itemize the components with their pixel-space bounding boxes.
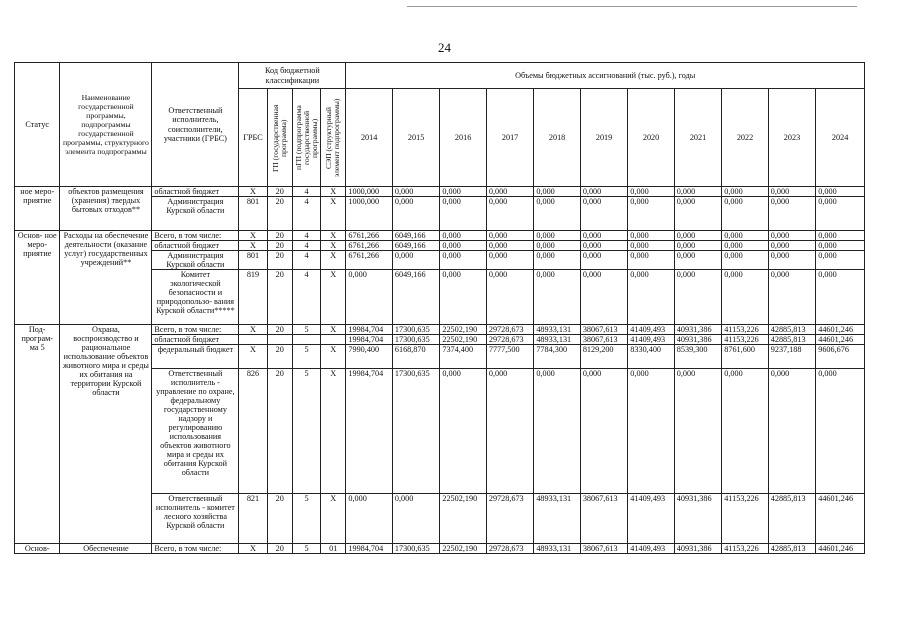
pgp-cell: 5: [292, 345, 320, 369]
value-cell: 0,000: [346, 270, 392, 325]
pgp-cell: 5: [292, 369, 320, 494]
value-cell: 48933,131: [534, 494, 580, 544]
value-cell: 0,000: [628, 187, 674, 197]
value-cell: 22502,190: [440, 325, 486, 335]
value-cell: 0,000: [486, 231, 533, 241]
header-year: 2022: [722, 89, 768, 187]
page-number: 24: [438, 40, 451, 55]
value-cell: 0,000: [440, 251, 486, 270]
gp-cell: 20: [267, 494, 292, 544]
grbs-cell: 801: [239, 197, 267, 231]
value-cell: 0,000: [440, 187, 486, 197]
header-grbs: ГРБС: [239, 89, 267, 187]
value-cell: 0,000: [816, 369, 865, 494]
value-cell: 0,000: [628, 231, 674, 241]
value-cell: 0,000: [816, 251, 865, 270]
name-cell: Охрана, воспроизводство и рациональное использование объектов животного мира и среды их обитания на территории Курской области: [60, 325, 152, 544]
value-cell: 0,000: [722, 187, 768, 197]
value-cell: 1000,000: [346, 197, 392, 231]
gp-cell: 20: [267, 270, 292, 325]
value-cell: 41409,493: [628, 494, 674, 544]
value-cell: 6168,870: [392, 345, 439, 369]
value-cell: 0,000: [816, 231, 865, 241]
value-cell: 38067,613: [580, 494, 627, 544]
executor-cell: областной бюджет: [152, 335, 239, 345]
value-cell: 0,000: [580, 251, 627, 270]
se-cell: X: [321, 231, 346, 241]
name-cell: Расходы на обеспечение деятельности (оказание услуг) государственных учреждений**: [60, 231, 152, 325]
value-cell: 7374,400: [440, 345, 486, 369]
executor-cell: Ответственный исполнитель - управление по охране, федеральному государственному надзору и регулированию использования объектов животного мира и среды их обитания Курской области: [152, 369, 239, 494]
value-cell: 41409,493: [628, 335, 674, 345]
header-volumes-group: Объемы бюджетных ассигнований (тыс. руб.), годы: [346, 63, 865, 89]
header-year: 2018: [534, 89, 580, 187]
value-cell: 42885,813: [768, 494, 815, 544]
value-cell: 6049,166: [392, 241, 439, 251]
value-cell: 0,000: [534, 231, 580, 241]
gp-cell: 20: [267, 369, 292, 494]
value-cell: 17300,635: [392, 335, 439, 345]
value-cell: 0,000: [392, 197, 439, 231]
value-cell: 22502,190: [440, 335, 486, 345]
value-cell: 22502,190: [440, 494, 486, 544]
gp-cell: 20: [267, 345, 292, 369]
grbs-cell: X: [239, 325, 267, 335]
grbs-cell: 801: [239, 251, 267, 270]
executor-cell: Комитет экологической безопасности и природопользо- вания Курской области*****: [152, 270, 239, 325]
executor-cell: Всего, в том числе:: [152, 544, 239, 554]
value-cell: 0,000: [486, 187, 533, 197]
executor-cell: Всего, в том числе:: [152, 231, 239, 241]
value-cell: 7777,500: [486, 345, 533, 369]
se-cell: X: [321, 369, 346, 494]
value-cell: 38067,613: [580, 544, 627, 554]
value-cell: 0,000: [768, 187, 815, 197]
pgp-cell: 4: [292, 241, 320, 251]
value-cell: 17300,635: [392, 369, 439, 494]
value-cell: 0,000: [580, 197, 627, 231]
value-cell: 0,000: [768, 270, 815, 325]
header-gp: ГП (государственная программа): [270, 103, 288, 172]
gp-cell: 20: [267, 544, 292, 554]
value-cell: 0,000: [580, 231, 627, 241]
value-cell: 0,000: [674, 270, 721, 325]
table-row: [15, 187, 865, 197]
header-executor: Ответственный исполнитель, соисполнители, участники (ГРБС): [152, 63, 239, 187]
header-year: 2024: [816, 89, 865, 187]
value-cell: 0,000: [346, 494, 392, 544]
header-year: 2023: [768, 89, 815, 187]
grbs-cell: X: [239, 231, 267, 241]
value-cell: 0,000: [392, 494, 439, 544]
header-year: 2019: [580, 89, 627, 187]
value-cell: 0,000: [486, 241, 533, 251]
pgp-cell: 4: [292, 197, 320, 231]
value-cell: 0,000: [674, 241, 721, 251]
value-cell: 0,000: [534, 187, 580, 197]
gp-cell: 20: [267, 251, 292, 270]
value-cell: 0,000: [816, 187, 865, 197]
value-cell: 44601,246: [816, 325, 865, 335]
value-cell: 6049,166: [392, 231, 439, 241]
grbs-cell: 826: [239, 369, 267, 494]
executor-cell: федеральный бюджет: [152, 345, 239, 369]
header-pgp: пГП (подпрограмма государственной программы): [293, 105, 319, 170]
value-cell: 0,000: [440, 231, 486, 241]
value-cell: 0,000: [486, 251, 533, 270]
value-cell: 40931,386: [674, 544, 721, 554]
value-cell: 7990,400: [346, 345, 392, 369]
value-cell: 0,000: [392, 251, 439, 270]
gp-cell: 20: [267, 231, 292, 241]
pgp-cell: 4: [292, 187, 320, 197]
value-cell: 0,000: [628, 270, 674, 325]
value-cell: 44601,246: [816, 494, 865, 544]
value-cell: 8761,600: [722, 345, 768, 369]
header-year: 2016: [440, 89, 486, 187]
value-cell: 0,000: [534, 369, 580, 494]
se-cell: X: [321, 270, 346, 325]
value-cell: 0,000: [440, 197, 486, 231]
value-cell: 8129,200: [580, 345, 627, 369]
value-cell: 42885,813: [768, 325, 815, 335]
value-cell: 9237,188: [768, 345, 815, 369]
header-year: 2017: [486, 89, 533, 187]
value-cell: 41153,226: [722, 325, 768, 335]
value-cell: 0,000: [628, 241, 674, 251]
value-cell: 8539,300: [674, 345, 721, 369]
executor-cell: областной бюджет: [152, 187, 239, 197]
value-cell: 19984,704: [346, 544, 392, 554]
gp-cell: [267, 335, 292, 345]
se-cell: X: [321, 197, 346, 231]
grbs-cell: [239, 335, 267, 345]
value-cell: 17300,635: [392, 325, 439, 335]
value-cell: 0,000: [534, 270, 580, 325]
value-cell: 19984,704: [346, 335, 392, 345]
value-cell: 0,000: [440, 369, 486, 494]
value-cell: 41409,493: [628, 544, 674, 554]
value-cell: 6049,166: [392, 270, 439, 325]
pgp-cell: 4: [292, 251, 320, 270]
pgp-cell: 4: [292, 231, 320, 241]
value-cell: 0,000: [768, 197, 815, 231]
value-cell: 0,000: [674, 251, 721, 270]
table-row: [15, 231, 865, 241]
grbs-cell: X: [239, 187, 267, 197]
value-cell: 0,000: [580, 187, 627, 197]
executor-cell: областной бюджет: [152, 241, 239, 251]
header-code-group: Код бюджетной классификации: [239, 63, 346, 89]
status-cell: ное меро- приятие: [15, 187, 60, 231]
name-cell: Обеспечение: [60, 544, 152, 554]
value-cell: 0,000: [580, 270, 627, 325]
value-cell: 0,000: [628, 197, 674, 231]
value-cell: 9606,676: [816, 345, 865, 369]
value-cell: 0,000: [768, 231, 815, 241]
se-cell: X: [321, 251, 346, 270]
value-cell: 29728,673: [486, 544, 533, 554]
grbs-cell: 821: [239, 494, 267, 544]
value-cell: 0,000: [722, 197, 768, 231]
header-year: 2021: [674, 89, 721, 187]
status-cell: Основ-: [15, 544, 60, 554]
gp-cell: 20: [267, 325, 292, 335]
value-cell: 22502,190: [440, 544, 486, 554]
value-cell: 44601,246: [816, 335, 865, 345]
value-cell: 0,000: [816, 241, 865, 251]
value-cell: 17300,635: [392, 544, 439, 554]
value-cell: 0,000: [534, 197, 580, 231]
value-cell: 41153,226: [722, 335, 768, 345]
value-cell: 42885,813: [768, 544, 815, 554]
budget-table: [14, 62, 865, 554]
header-year: 2020: [628, 89, 674, 187]
value-cell: 0,000: [628, 251, 674, 270]
pgp-cell: [292, 335, 320, 345]
executor-cell: Администрация Курской области: [152, 251, 239, 270]
grbs-cell: X: [239, 241, 267, 251]
value-cell: 42885,813: [768, 335, 815, 345]
value-cell: 44601,246: [816, 544, 865, 554]
value-cell: 0,000: [722, 231, 768, 241]
value-cell: 0,000: [392, 187, 439, 197]
status-cell: Под- програм- ма 5: [15, 325, 60, 544]
gp-cell: 20: [267, 241, 292, 251]
grbs-cell: 819: [239, 270, 267, 325]
value-cell: 41153,226: [722, 494, 768, 544]
executor-cell: Администрация Курской области: [152, 197, 239, 231]
value-cell: 48933,131: [534, 335, 580, 345]
se-cell: X: [321, 187, 346, 197]
value-cell: 29728,673: [486, 494, 533, 544]
value-cell: 19984,704: [346, 369, 392, 494]
value-cell: 40931,386: [674, 335, 721, 345]
value-cell: 41409,493: [628, 325, 674, 335]
gp-cell: 20: [267, 197, 292, 231]
status-cell: Основ- ное меро- приятие: [15, 231, 60, 325]
value-cell: 7784,300: [534, 345, 580, 369]
header-name: Наименование государственной программы, подпрограммы государственной программы, структурного элемента подпрограммы: [60, 63, 152, 187]
value-cell: 0,000: [486, 270, 533, 325]
table-body: [15, 187, 865, 554]
value-cell: 6761,266: [346, 241, 392, 251]
header-pgp-cell: [292, 89, 320, 187]
value-cell: 0,000: [580, 241, 627, 251]
value-cell: 0,000: [722, 369, 768, 494]
header-se-cell: [321, 89, 346, 187]
value-cell: 38067,613: [580, 325, 627, 335]
value-cell: 0,000: [722, 270, 768, 325]
value-cell: 0,000: [580, 369, 627, 494]
executor-cell: Ответственный исполнитель - комитет лесного хозяйства Курской области: [152, 494, 239, 544]
value-cell: 0,000: [534, 251, 580, 270]
value-cell: 0,000: [816, 197, 865, 231]
value-cell: 0,000: [674, 187, 721, 197]
value-cell: 0,000: [674, 231, 721, 241]
pgp-cell: 4: [292, 270, 320, 325]
table-row: [15, 325, 865, 335]
value-cell: 48933,131: [534, 544, 580, 554]
value-cell: 0,000: [768, 369, 815, 494]
value-cell: 41153,226: [722, 544, 768, 554]
value-cell: 40931,386: [674, 325, 721, 335]
value-cell: 48933,131: [534, 325, 580, 335]
header-se: СЭП (структурный элемент подпрограммы): [324, 98, 342, 177]
value-cell: 40931,386: [674, 494, 721, 544]
se-cell: X: [321, 325, 346, 335]
value-cell: 0,000: [486, 197, 533, 231]
value-cell: 0,000: [674, 369, 721, 494]
value-cell: 19984,704: [346, 325, 392, 335]
pgp-cell: 5: [292, 325, 320, 335]
se-cell: X: [321, 241, 346, 251]
grbs-cell: X: [239, 544, 267, 554]
value-cell: 38067,613: [580, 335, 627, 345]
value-cell: 0,000: [722, 241, 768, 251]
se-cell: 01: [321, 544, 346, 554]
se-cell: X: [321, 345, 346, 369]
page-top-rule: [407, 6, 857, 7]
header-year: 2014: [346, 89, 392, 187]
value-cell: 0,000: [768, 241, 815, 251]
value-cell: 0,000: [440, 241, 486, 251]
table-row: [15, 544, 865, 554]
pgp-cell: 5: [292, 544, 320, 554]
header-year: 2015: [392, 89, 439, 187]
value-cell: 0,000: [816, 270, 865, 325]
value-cell: 0,000: [440, 270, 486, 325]
value-cell: 29728,673: [486, 325, 533, 335]
name-cell: объектов размещения (хранения) твердых бытовых отходов**: [60, 187, 152, 231]
header-gp-cell: [267, 89, 292, 187]
value-cell: 1000,000: [346, 187, 392, 197]
value-cell: 0,000: [674, 197, 721, 231]
value-cell: 6761,266: [346, 231, 392, 241]
value-cell: 0,000: [534, 241, 580, 251]
value-cell: 8330,400: [628, 345, 674, 369]
value-cell: 6761,266: [346, 251, 392, 270]
value-cell: 0,000: [722, 251, 768, 270]
grbs-cell: X: [239, 345, 267, 369]
value-cell: 29728,673: [486, 335, 533, 345]
se-cell: X: [321, 494, 346, 544]
header-status: Статус: [15, 63, 60, 187]
value-cell: 0,000: [768, 251, 815, 270]
se-cell: [321, 335, 346, 345]
gp-cell: 20: [267, 187, 292, 197]
pgp-cell: 5: [292, 494, 320, 544]
value-cell: 0,000: [486, 369, 533, 494]
value-cell: 0,000: [628, 369, 674, 494]
executor-cell: Всего, в том числе:: [152, 325, 239, 335]
